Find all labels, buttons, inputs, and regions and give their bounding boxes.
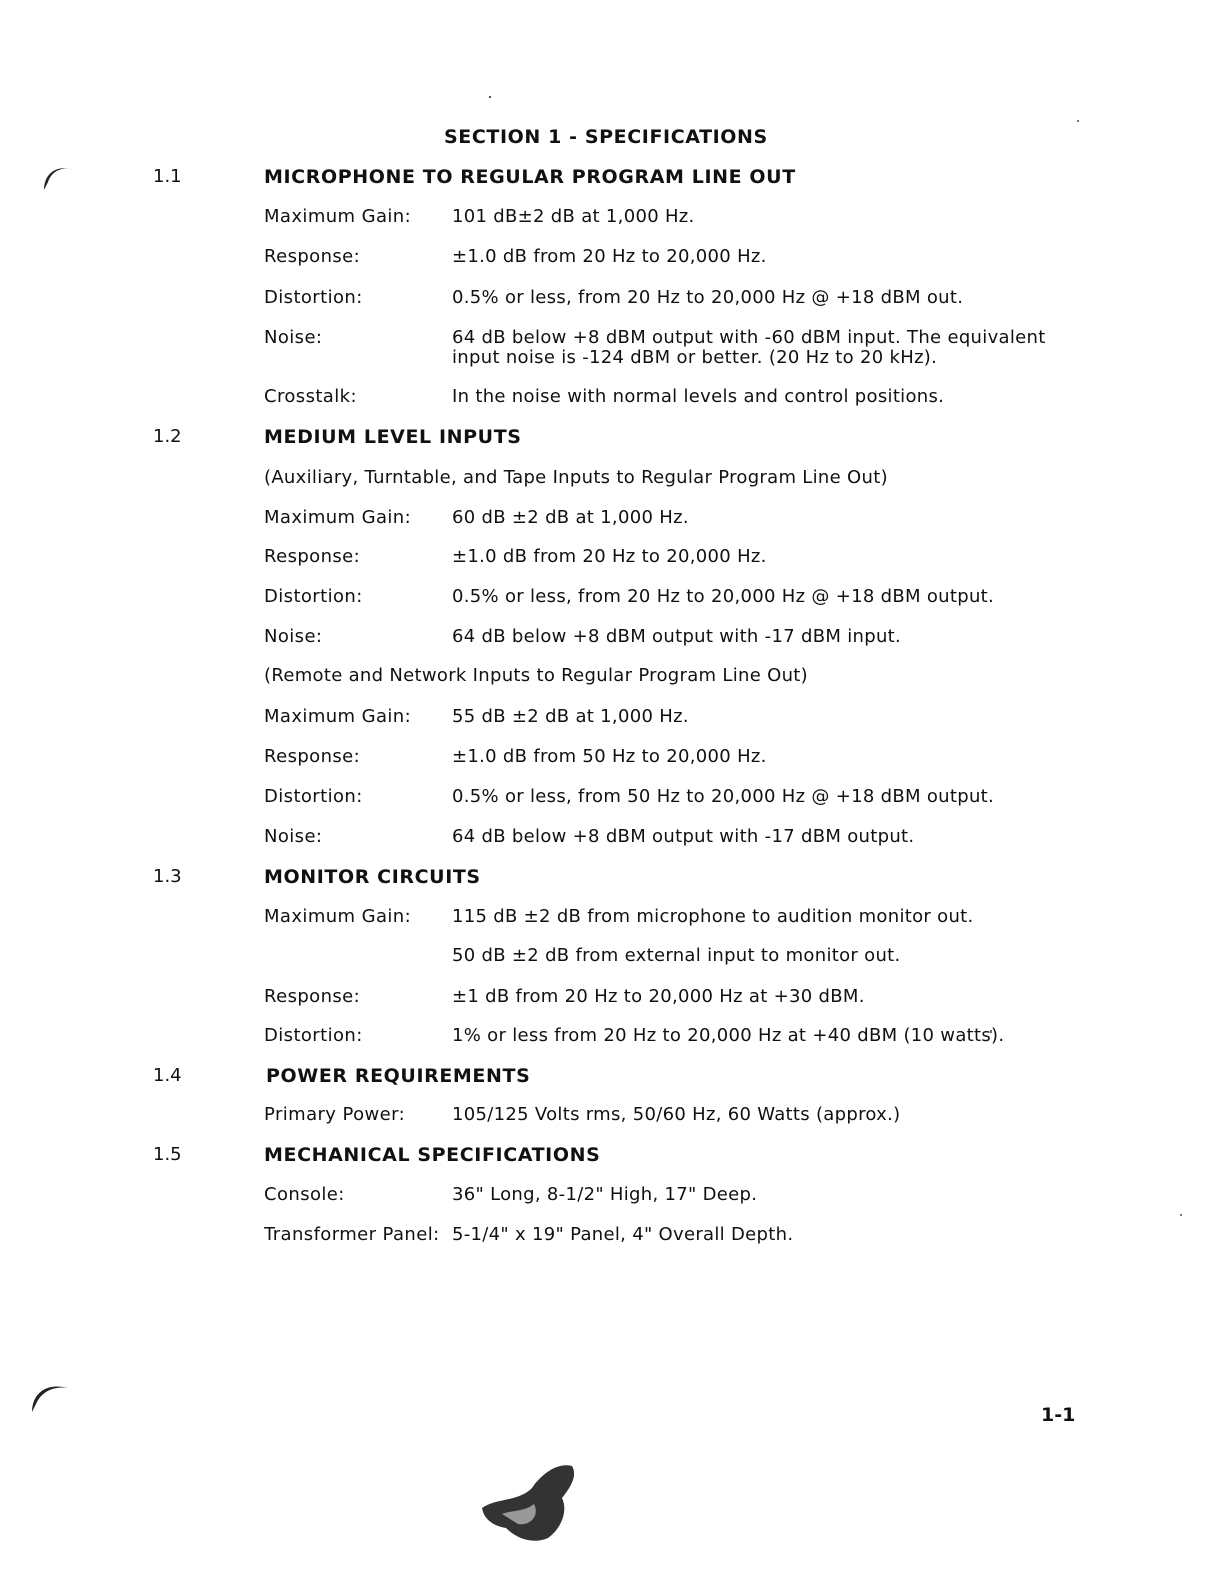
spec-label: Response: [264, 746, 361, 767]
spec-value: 0.5% or less, from 20 Hz to 20,000 Hz @ +18 dBM output. [452, 586, 995, 607]
scan-speck [489, 96, 491, 98]
scan-speck [1180, 1214, 1182, 1216]
section-number: 1.2 [153, 426, 182, 447]
spec-label: Crosstalk: [264, 386, 357, 407]
spec-value: 0.5% or less, from 20 Hz to 20,000 Hz @ +18 dBM out. [452, 287, 964, 308]
spec-label: Console: [264, 1184, 345, 1205]
spec-label: Maximum Gain: [264, 706, 412, 727]
punch-hole-mark-bottom [28, 1378, 72, 1416]
spec-value: 36" Long, 8-1/2" High, 17" Deep. [452, 1184, 758, 1205]
spec-label: Transformer Panel: [264, 1224, 440, 1245]
section-title: MICROPHONE TO REGULAR PROGRAM LINE OUT [264, 166, 796, 188]
page-title: SECTION 1 - SPECIFICATIONS [444, 126, 768, 148]
spec-value: 50 dB ±2 dB from external input to monitor out. [452, 945, 901, 966]
spec-value: 1% or less from 20 Hz to 20,000 Hz at +40 dBM (10 watts). [452, 1025, 1005, 1046]
spec-value: ±1.0 dB from 50 Hz to 20,000 Hz. [452, 746, 767, 767]
spec-value: 101 dB±2 dB at 1,000 Hz. [452, 206, 695, 227]
spec-value: ±1.0 dB from 20 Hz to 20,000 Hz. [452, 246, 767, 267]
subsection-note: (Auxiliary, Turntable, and Tape Inputs to Regular Program Line Out) [264, 467, 888, 488]
spec-label: Noise: [264, 826, 323, 847]
spec-label: Primary Power: [264, 1104, 406, 1125]
spec-label: Maximum Gain: [264, 206, 412, 227]
spec-value: 60 dB ±2 dB at 1,000 Hz. [452, 507, 689, 528]
section-title: POWER REQUIREMENTS [266, 1065, 531, 1087]
spec-value: In the noise with normal levels and control positions. [452, 386, 945, 407]
section-number: 1.1 [153, 166, 182, 187]
spec-value: ±1.0 dB from 20 Hz to 20,000 Hz. [452, 546, 767, 567]
spec-label: Maximum Gain: [264, 507, 412, 528]
spec-value: 64 dB below +8 dBM output with -60 dBM input. The equivalent [452, 327, 1046, 348]
spec-value: 115 dB ±2 dB from microphone to audition monitor out. [452, 906, 974, 927]
spec-value: 5-1/4" x 19" Panel, 4" Overall Depth. [452, 1224, 794, 1245]
spec-label: Maximum Gain: [264, 906, 412, 927]
punch-hole-mark-top [40, 160, 76, 194]
section-number: 1.4 [153, 1065, 182, 1086]
spec-value: 0.5% or less, from 50 Hz to 20,000 Hz @ +18 dBM output. [452, 786, 995, 807]
spec-label: Noise: [264, 327, 323, 348]
section-number: 1.5 [153, 1144, 182, 1165]
spec-value: 105/125 Volts rms, 50/60 Hz, 60 Watts (approx.) [452, 1104, 901, 1125]
section-title: MECHANICAL SPECIFICATIONS [264, 1144, 601, 1166]
spec-label: Noise: [264, 626, 323, 647]
spec-value: ±1 dB from 20 Hz to 20,000 Hz at +30 dBM. [452, 986, 865, 1007]
spec-value: 64 dB below +8 dBM output with -17 dBM output. [452, 826, 915, 847]
spec-label: Response: [264, 546, 361, 567]
spec-value-continued: input noise is -124 dBM or better. (20 Hz to 20 kHz). [452, 347, 938, 368]
section-number: 1.3 [153, 866, 182, 887]
scan-blot-mark [478, 1458, 582, 1548]
spec-value: 64 dB below +8 dBM output with -17 dBM input. [452, 626, 902, 647]
spec-label: Distortion: [264, 1025, 363, 1046]
spec-value: 55 dB ±2 dB at 1,000 Hz. [452, 706, 689, 727]
section-title: MONITOR CIRCUITS [264, 866, 481, 888]
spec-label: Response: [264, 246, 361, 267]
section-title: MEDIUM LEVEL INPUTS [264, 426, 522, 448]
scan-speck [1077, 120, 1079, 122]
spec-label: Distortion: [264, 287, 363, 308]
spec-label: Distortion: [264, 586, 363, 607]
page-number: 1-1 [1041, 1404, 1076, 1426]
spec-label: Response: [264, 986, 361, 1007]
spec-label: Distortion: [264, 786, 363, 807]
subsection-note: (Remote and Network Inputs to Regular Program Line Out) [264, 665, 808, 686]
